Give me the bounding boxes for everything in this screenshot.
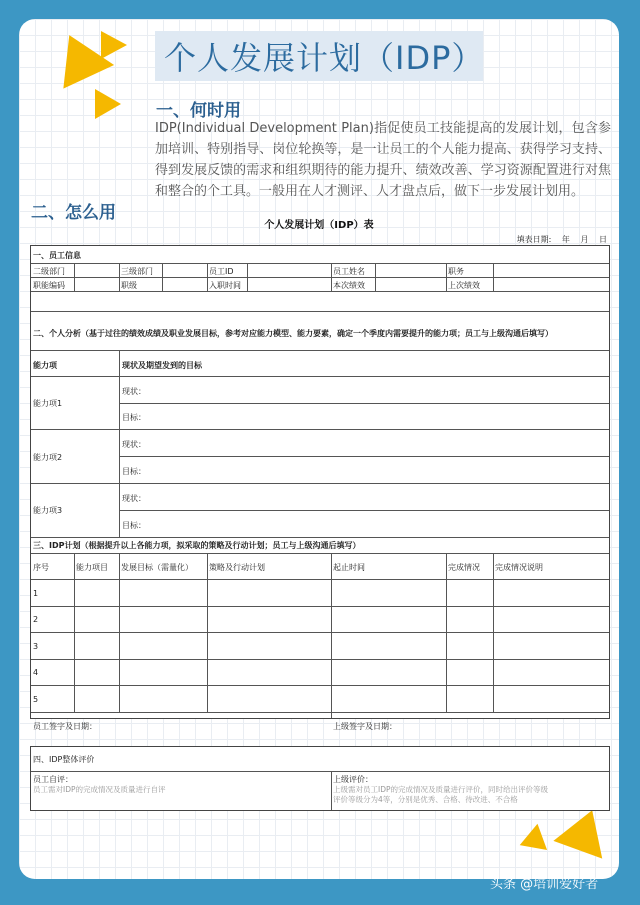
- col-status-goal: 现状及期望发到的目标: [122, 361, 202, 370]
- header-dev-goal: 发展目标（需量化）: [121, 563, 193, 572]
- header-completion: 完成情况: [448, 563, 480, 572]
- sup-eval-label: 上级评价：: [333, 775, 373, 784]
- ability-item-2: 能力项2: [33, 453, 63, 462]
- s1-heading: 一、员工信息: [33, 251, 81, 260]
- self-eval-hint: 员工需对IDP的完成情况及质量进行自评: [33, 785, 166, 794]
- col-ability-item: 能力项: [33, 361, 57, 370]
- field-label-employee-id: 员工ID: [209, 267, 234, 276]
- plan-row-3: 3: [33, 642, 39, 651]
- header-seq: 序号: [33, 563, 49, 572]
- s3-heading: 三、IDP计划（根据提升以上各能力项，拟采取的策略及行动计划；员工与上级沟通后填写）: [33, 541, 361, 550]
- ability-item-1: 能力项1: [33, 399, 63, 408]
- sup-eval-hint-1: 上级需对员工IDP的完成情况及质量进行评价，同时给出评价等级: [333, 785, 549, 794]
- header-ability: 能力项目: [76, 563, 108, 572]
- plan-row-5: 5: [33, 695, 39, 704]
- sup-eval-hint-2: 评价等级分为4等，分别是优秀、合格、待改进、不合格: [333, 795, 518, 804]
- header-completion-note: 完成情况说明: [495, 563, 543, 572]
- supervisor-sign: 上级签字及日期：: [333, 722, 397, 731]
- section2-heading: 二、怎么用: [31, 203, 116, 223]
- plan-row-1: 1: [33, 589, 39, 598]
- field-label-level: 职级: [121, 281, 137, 290]
- triangle-decor-4: [515, 824, 547, 859]
- header-time: 起止时间: [333, 563, 365, 572]
- field-label-current-perf: 本次绩效: [333, 281, 365, 290]
- goal-label-2: 目标：: [122, 467, 146, 476]
- fill-date: 填表日期: 年 月 日: [516, 235, 607, 244]
- field-label-dept3: 三级部门: [121, 267, 153, 276]
- header-strategy: 策略及行动计划: [209, 563, 265, 572]
- s4-heading: 四、IDP整体评价: [33, 755, 95, 764]
- section1-body: IDP(Individual Development Plan)指促使员工技能提高的发展计划，包含参加培训、特别指导、岗位轮换等，是一让员工的个人能力提高、获得学习支持、得到发展反馈的需求和组织期待的能力提升、绩效改善、学习资源配置进行对焦和整合的个工具。一般用在人才测评、人才盘点后，做下一步发展计划用。: [155, 121, 611, 199]
- s2-heading: 二、个人分析（基于过往的绩效成绩及职业发展目标，参考对应能力模型、能力要素，确定一个季度内需要提升的能力项；员工与上级沟通后填写）: [33, 329, 553, 338]
- watermark: 头条 @培训爱好者: [490, 877, 599, 892]
- idp-form-table: [30, 245, 610, 731]
- goal-label-3: 目标：: [122, 521, 146, 530]
- field-label-hire-date: 入职时间: [209, 281, 241, 290]
- ability-item-3: 能力项3: [33, 506, 63, 515]
- goal-label-1: 目标：: [122, 413, 146, 422]
- field-label-dept2: 二级部门: [33, 267, 65, 276]
- employee-sign: 员工签字及日期：: [33, 722, 97, 731]
- status-label-3: 现状：: [122, 494, 146, 503]
- idp-evaluation-table: [30, 746, 610, 811]
- status-label-1: 现状：: [122, 387, 146, 396]
- field-label-function-code: 职能编码: [33, 281, 65, 290]
- form-title: 个人发展计划（IDP）表: [264, 220, 374, 231]
- section1-heading: 一、何时用: [156, 101, 241, 121]
- self-eval-label: 员工自评：: [33, 775, 73, 784]
- field-label-employee-name: 员工姓名: [333, 267, 365, 276]
- status-label-2: 现状：: [122, 440, 146, 449]
- field-label-position: 职务: [448, 267, 464, 276]
- page-title: 个人发展计划（IDP）: [164, 39, 485, 77]
- triangle-decor-3: [95, 89, 121, 119]
- plan-row-2: 2: [33, 615, 39, 624]
- plan-row-4: 4: [33, 668, 39, 677]
- triangle-decor-2: [101, 31, 127, 59]
- document-card: [19, 19, 619, 879]
- field-label-last-perf: 上次绩效: [448, 281, 480, 290]
